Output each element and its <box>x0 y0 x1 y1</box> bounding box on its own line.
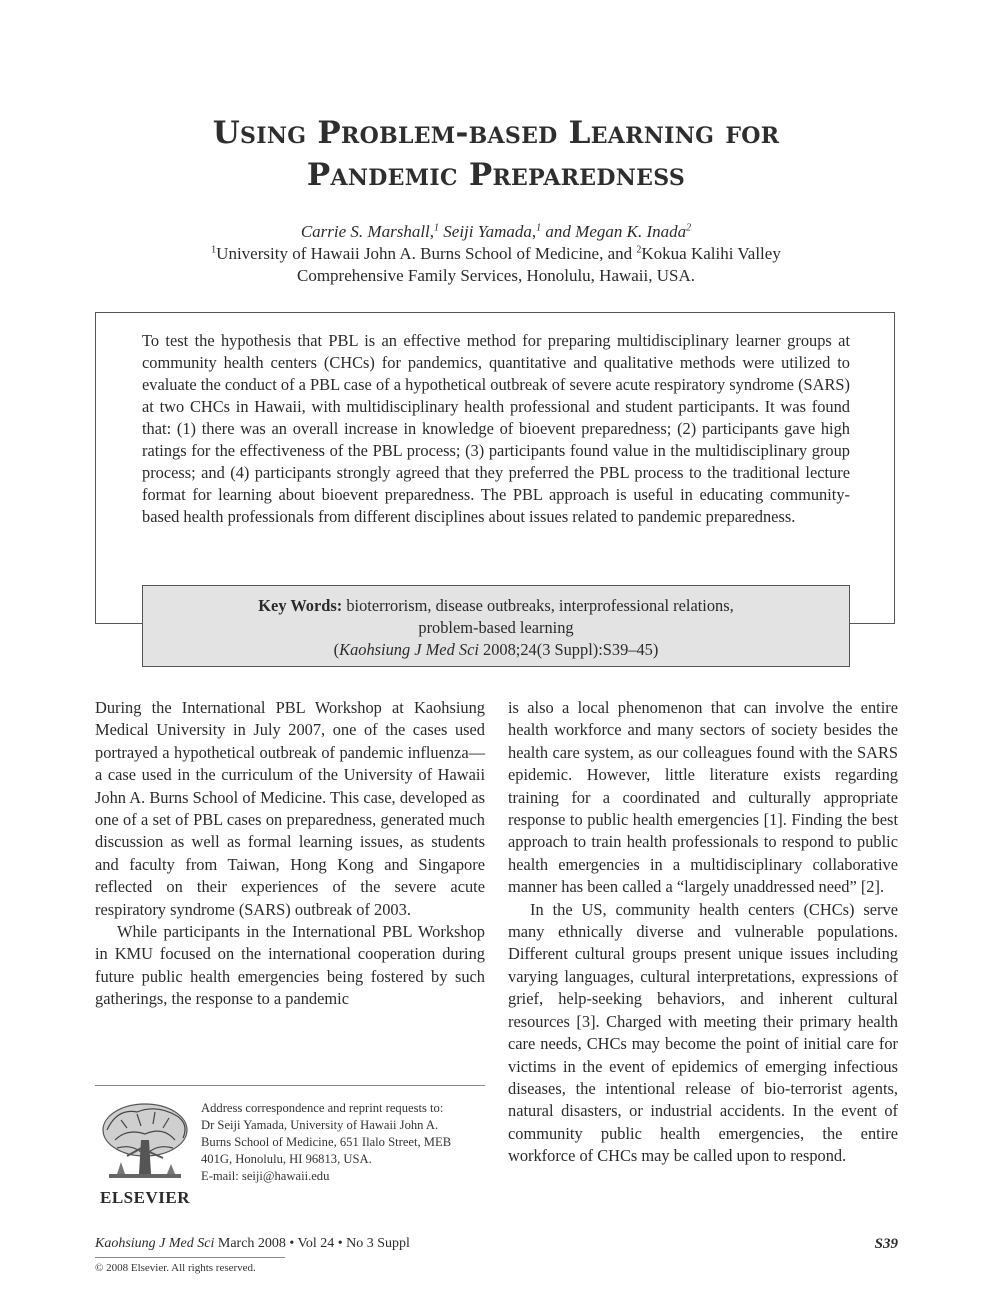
author-1: Carrie S. Marshall, <box>300 222 435 241</box>
paragraph: While participants in the International PBL Workshop in KMU focused on the international cooperation during future public health emergencies being fostered by such gatherings, the response to a pandemic <box>95 922 485 1009</box>
title-line-1: Using Problem-based Learning for <box>212 115 780 151</box>
title-line-2: Pandemic Preparedness <box>306 157 686 193</box>
abstract-text: To test the hypothesis that PBL is an effective method for preparing multidisciplinary learner groups at community health centers (CHCs) for pandemics, quantitative and qualitative methods were utilized to evaluate the conduct of a PBL case of a hypothetical outbreak of severe acute respiratory syndrome (SARS) at two CHCs in Hawaii, with multidisciplinary health professional and student participants. It was found that: (1) there was an overall increase in knowledge of bioevent preparedness; (2) participants gave high ratings for the effectiveness of the PBL process; (3) participants found value in the multidisciplinary group process; and (4) participants strongly agreed that they preferred the PBL process to the traditional lecture format for learning about bioevent preparedness. The PBL approach is useful in educating community-based health professionals from different disciplines about issues related to pandemic preparedness. <box>142 331 850 526</box>
correspondence-line: Dr Seiji Yamada, University of Hawaii John A. <box>201 1118 439 1132</box>
correspondence-note <box>201 1100 485 1185</box>
keywords-box <box>142 585 850 667</box>
publisher-logo <box>95 1100 195 1212</box>
paragraph: During the International PBL Workshop at Kaohsiung Medical University in July 2007, one of the cases used portrayed a hypothetical outbreak of pandemic influenza—a case used in the curriculum of the University of Hawaii John A. Burns School of Medicine. This case, developed as one of a set of PBL cases on preparedness, generated much discussion as well as formal learning issues, as students and faculty from Taiwan, Hong Kong and Singapore reflected on their experiences of the severe acute respiratory syndrome (SARS) outbreak of 2003. <box>95 698 485 919</box>
body-column-right <box>508 697 898 1168</box>
correspondence-email: E-mail: seiji@hawaii.edu <box>201 1169 330 1183</box>
correspondence-line: Burns School of Medicine, 651 Ilalo Street, MEB <box>201 1135 452 1149</box>
keywords-line-2: problem-based learning <box>418 618 574 637</box>
author-3-affiliation: 2 <box>686 222 692 234</box>
author-3: and Megan K. Inada <box>545 222 687 241</box>
page-footer <box>95 1236 898 1252</box>
body-column-left <box>95 697 485 1011</box>
affiliation-mark-2: 2 <box>636 244 642 256</box>
affiliation-1: University of Hawaii John A. Burns School of Medicine, and <box>216 244 633 263</box>
paragraph: In the US, community health centers (CHCs) serve many ethnically diverse and vulnerable populations. Different cultural groups present unique issues including varying languages, cultural interpretations, expressions of grief, help-seeking behaviors, and inherent cultural resources [3]. Charged with meeting their primary health care needs, CHCs may become the point of initial care for victims in the event of epidemics of emerging infectious diseases, the intentional release of bio-terrorist agents, natural disasters, or industrial accidents. In the event of community public health emergencies, the entire workforce of CHCs may be called upon to respond. <box>508 899 898 1166</box>
article-title <box>0 112 992 196</box>
copyright-notice: © 2008 Elsevier. All rights reserved. <box>95 1262 256 1274</box>
correspondence-line: Address correspondence and reprint requests to: <box>201 1101 444 1115</box>
paragraph: is also a local phenomenon that can involve the entire health workforce and many sectors of society besides the health care system, as our colleagues found with the SARS epidemic. However, little literature exists regarding training for a coordinated and culturally appropriate response to public health emergencies [1]. Finding the best approach to train health professionals to respond to public health emergencies in a multidisciplinary collaborative manner has been called a “largely unaddressed need” [2]. <box>508 698 898 897</box>
author-2-affiliation: 1 <box>536 222 542 234</box>
keywords-line-1 <box>143 595 849 617</box>
affiliation-line-1 <box>0 243 992 265</box>
keywords-label: Key Words: <box>258 596 343 615</box>
author-2: Seiji Yamada, <box>443 222 537 241</box>
affiliation-2: Kokua Kalihi Valley <box>641 244 781 263</box>
footnote-divider <box>95 1085 485 1086</box>
affiliation-mark-1: 1 <box>211 244 217 256</box>
author-names <box>0 221 992 243</box>
publisher-name: ELSEVIER <box>100 1188 190 1207</box>
footer-journal: Kaohsiung J Med Sci <box>95 1236 215 1251</box>
footer-divider <box>95 1257 285 1258</box>
page-number: S39 <box>874 1236 898 1252</box>
author-1-affiliation: 1 <box>434 222 440 234</box>
keywords-list: bioterrorism, disease outbreaks, interprofessional relations, <box>346 596 734 615</box>
citation-details: 2008;24(3 Suppl):S39–45 <box>483 640 653 659</box>
correspondence-line: 401G, Honolulu, HI 96813, USA. <box>201 1152 372 1166</box>
citation: (Kaohsiung J Med Sci 2008;24(3 Suppl):S39–45) <box>333 640 659 659</box>
affiliation-line-2: Comprehensive Family Services, Honolulu, Hawaii, USA. <box>296 266 696 285</box>
author-block <box>0 221 992 287</box>
footer-issue: March 2008 • Vol 24 • No 3 Suppl <box>217 1236 410 1251</box>
citation-journal: Kaohsiung J Med Sci <box>339 640 479 659</box>
elsevier-tree-icon <box>97 1100 193 1186</box>
